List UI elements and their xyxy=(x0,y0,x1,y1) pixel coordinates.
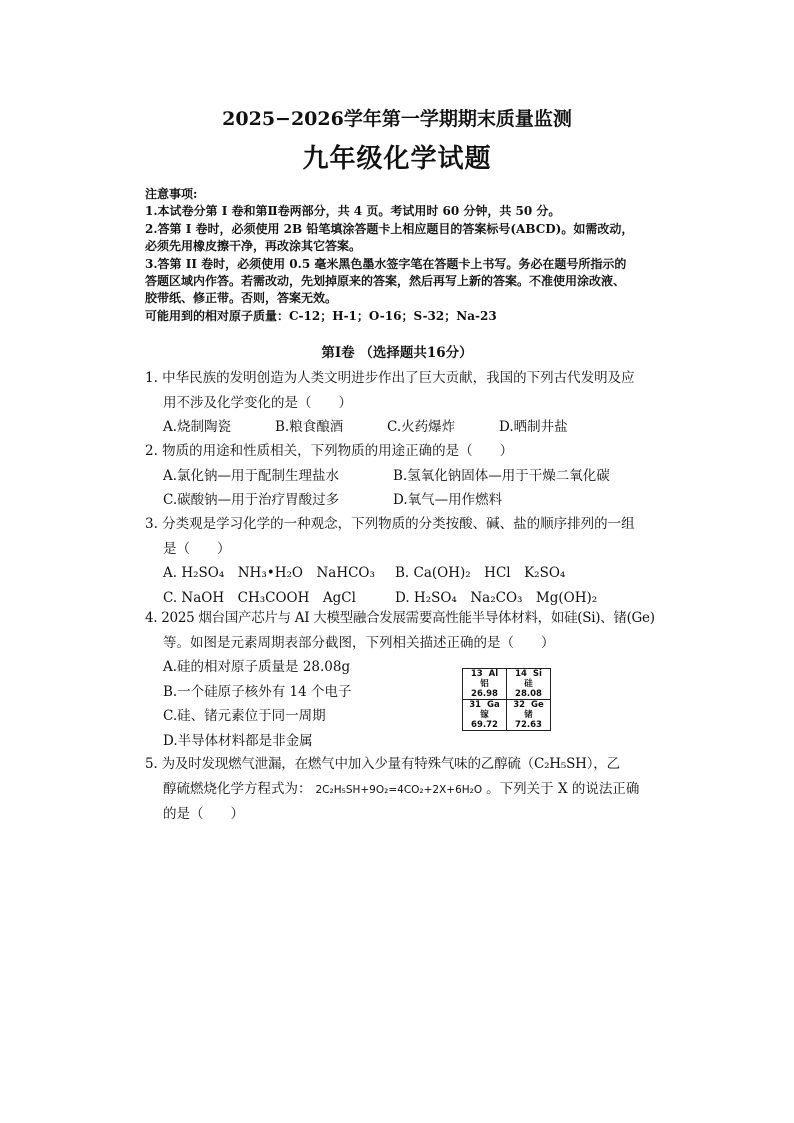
question-2 xyxy=(145,439,655,513)
notice-heading: 注意事项: xyxy=(145,187,198,201)
option-row xyxy=(145,488,655,513)
element-symbol: Ga xyxy=(487,700,500,710)
option-d: D.氧气—用作燃料 xyxy=(393,492,503,508)
question-text: 1. 中华民族的发明创造为人类文明进步作出了巨大贡献，我国的下列古代发明及应 xyxy=(145,370,635,386)
question-5 xyxy=(145,752,655,827)
element-name: 镓 xyxy=(480,710,489,720)
question-text: 的是（ ） xyxy=(163,806,244,822)
atomic-number: 14 xyxy=(515,669,527,679)
atomic-mass: 26.98 xyxy=(471,689,498,699)
element-name: 锗 xyxy=(524,710,533,720)
atomic-number: 13 xyxy=(470,669,483,679)
question-text: 5. 为及时发现燃气泄漏，在燃气中加入少量有特殊气味的乙醇硫（C₂H₅SH），乙 xyxy=(145,756,620,772)
atomic-mass: 72.63 xyxy=(515,720,542,730)
question-text: 是（ ） xyxy=(163,540,231,557)
notice-line: 2.答第 I 卷时，必须使用 2B 铅笔填涂答题卡上相应题目的答案标号(ABCD)。如需改动， xyxy=(145,221,634,236)
notice-block xyxy=(145,186,655,325)
option-d: D. H₂SO₄ Na₂CO₃ Mg(OH)₂ xyxy=(395,589,598,606)
atomic-mass: 28.08 xyxy=(515,689,542,699)
element-cell-ge xyxy=(507,700,551,731)
question-text: 等。如图是元素周期表部分截图，下列相关描述正确的是（ ） xyxy=(163,634,555,651)
question-text: 用不涉及化学变化的是（ ） xyxy=(163,394,352,411)
notice-line: 1.本试卷分第 I 卷和第Ⅱ卷两部分，共 4 页。考试用时 60 分钟，共 50 分。 xyxy=(145,204,561,219)
periodic-table-excerpt xyxy=(462,668,551,731)
element-name: 铝 xyxy=(480,679,489,689)
element-symbol: Al xyxy=(488,669,499,679)
atomic-number: 31 xyxy=(469,700,482,710)
element-cell-ga xyxy=(463,700,507,731)
element-cell-al xyxy=(463,669,507,700)
question-text: 。下列关于 X 的说法正确 xyxy=(486,780,640,797)
element-symbol: Ge xyxy=(531,700,544,710)
option-a: A.烧制陶瓷 xyxy=(163,419,232,435)
exam-title: 2025−2026学年第一学期期末质量监测 xyxy=(222,108,572,130)
notice-line: 3.答第 II 卷时，必须使用 0.5 毫米黑色墨水签字笔在答题卡上书写。务必在题号所指示的 xyxy=(145,256,627,271)
question-3 xyxy=(145,512,655,610)
element-cell-si xyxy=(507,669,551,700)
atomic-number: 32 xyxy=(513,700,526,710)
option-row xyxy=(145,415,655,440)
option-a: A.氯化钠—用于配制生理盐水 xyxy=(163,467,340,484)
notice-line: 必须先用橡皮擦干净，再改涂其它答案。 xyxy=(145,239,362,254)
question-text: 2. 物质的用途和性质相关，下列物质的用途正确的是（ ） xyxy=(145,443,514,459)
option-row xyxy=(145,561,655,586)
option-b: B. Ca(OH)₂ HCl K₂SO₄ xyxy=(395,565,566,581)
option-a: A.硅的相对原子质量是 28.08g xyxy=(163,659,351,675)
option-b: B.粮食酿酒 xyxy=(275,419,344,435)
question-text: 4. 2025 烟台国产芯片与 AI 大模型融合发展需要高性能半导体材料，如硅(Si)、锗(Ge) xyxy=(145,610,655,626)
chemical-equation: 2C₂H₅SH+9O₂=4CO₂+2X+6H₂O xyxy=(315,783,483,796)
element-symbol: Si xyxy=(532,669,542,679)
option-c: C.硅、锗元素位于同一周期 xyxy=(163,708,326,724)
section-title: 第Ⅰ卷 （选择题共16分） xyxy=(321,345,473,361)
exam-subtitle: 九年级化学试题 xyxy=(302,144,492,174)
question-1 xyxy=(145,366,655,440)
notice-line: 答题区域内作答。若需改动，先划掉原来的答案，然后再写上新的答案。不准使用涂改液、 xyxy=(145,274,626,289)
option-b: B.一个硅原子核外有 14 个电子 xyxy=(163,683,352,700)
option-c: C. NaOH CH₃COOH AgCl xyxy=(163,589,356,606)
element-name: 硅 xyxy=(524,679,533,689)
notice-line: 胶带纸、修正带。否则，答案无效。 xyxy=(145,291,338,306)
option-d: D.晒制井盐 xyxy=(499,419,568,435)
option-a: A. H₂SO₄ NH₃•H₂O NaHCO₃ xyxy=(163,565,375,581)
question-text: 醇硫燃烧化学方程式为： xyxy=(163,780,312,797)
option-c: C.碳酸钠—用于治疗胃酸过多 xyxy=(163,492,340,508)
atomic-mass: 69.72 xyxy=(471,720,498,730)
question-text-with-equation xyxy=(145,777,655,803)
option-d: D.半导体材料都是非金属 xyxy=(163,732,313,749)
question-text: 3. 分类观是学习化学的一种观念，下列物质的分类按酸、碱、盐的顺序排列的一组 xyxy=(145,516,635,532)
option-c: C.火药爆炸 xyxy=(387,419,456,435)
option-row xyxy=(145,464,655,489)
question-4 xyxy=(145,606,655,753)
option-b: B.氢氧化钠固体—用于干燥二氧化碳 xyxy=(393,467,610,484)
notice-line: 可能用到的相对原子质量：C-12；H-1；O-16；S-32；Na-23 xyxy=(145,308,497,323)
